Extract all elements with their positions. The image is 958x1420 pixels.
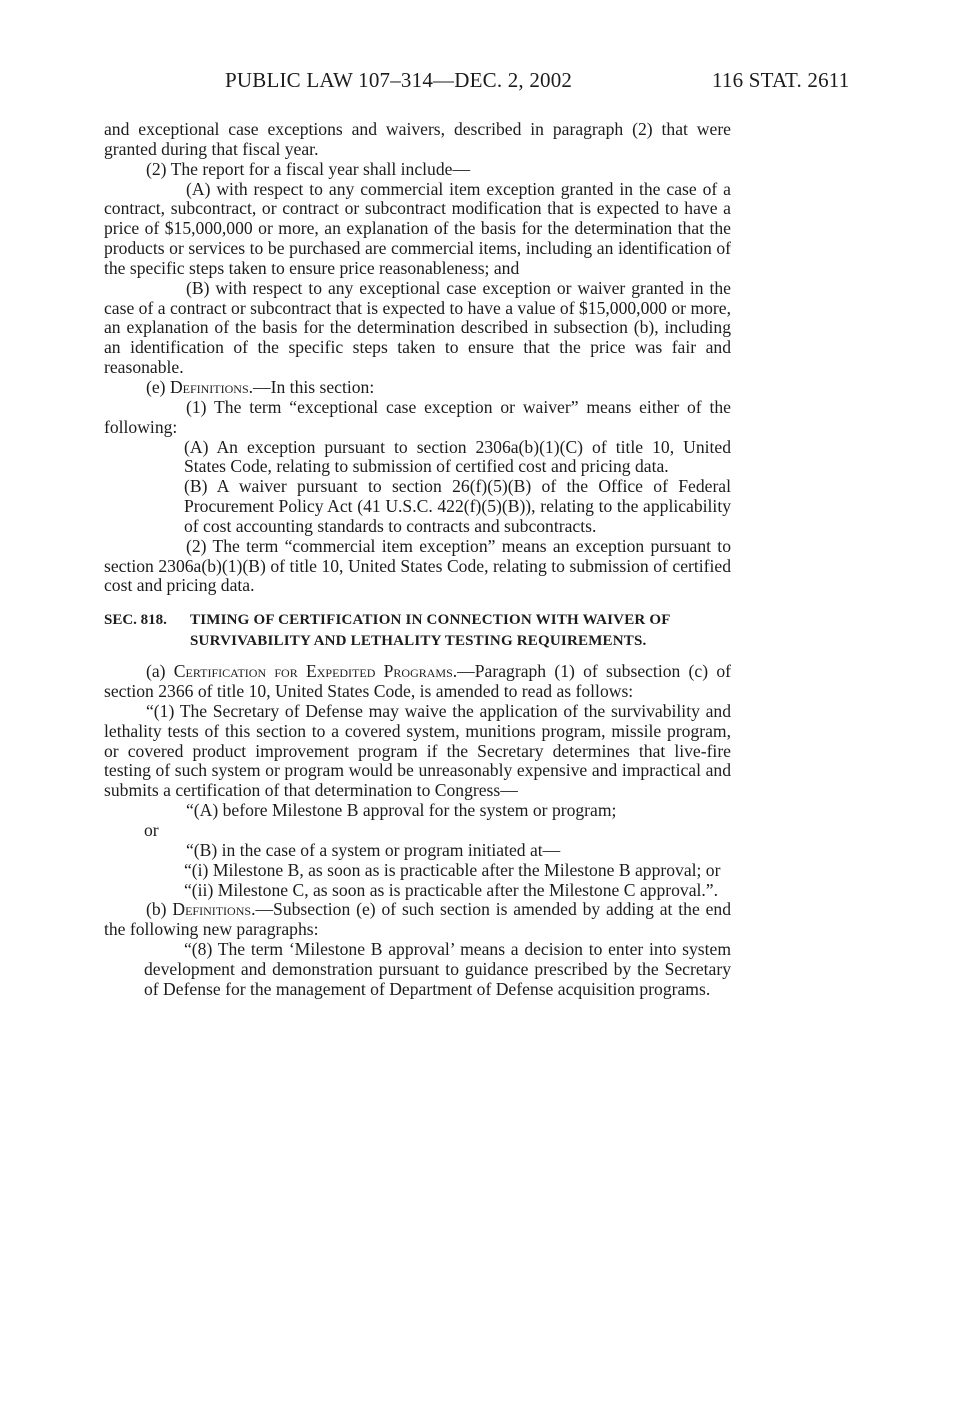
paragraph: (B) with respect to any exceptional case exception or waiver granted in the case of a contract or subcontract that is expected to have a value of $15,000,000 or more, an explanation of the basis for the determination described in subsection (b), including an identification of the specific steps taken to ensure that the price was fair and reasonable. [104, 277, 731, 378]
subsection-text: .—Paragraph (1) of subsection (c) of section 2366 of title 10, United States Code, is amended to read as follows: [104, 661, 731, 702]
paragraph: and exceptional case exceptions and waivers, described in paragraph (2) that were granted during that fiscal year. [104, 119, 731, 159]
paragraph: (A) with respect to any commercial item exception granted in the case of a contract, subcontract, or contract or subcontract modification that is expected to have a price of $15,000,000 or more, an explanation of the basis for the determination that the products or services to be purchased are commercial items, including an identification of the specific steps taken to ensure price reasonableness; and [104, 178, 731, 278]
section-title: TIMING OF CERTIFICATION IN CONNECTION WITH WAIVER OF SURVIVABILITY AND LETHALITY TESTING REQUIREMENTS. [190, 612, 671, 650]
quoted-paragraph: “(ii) Milestone C, as soon as is practicable after the Milestone C approval.”. [184, 879, 719, 900]
paragraph: (A) An exception pursuant to section 2306a(b)(1)(C) of title 10, United States Code, relating to submission of certified cost and pricing data. [184, 436, 731, 477]
subsection-b [104, 900, 731, 940]
subsection-prefix: (a) [146, 661, 174, 682]
running-title: PUBLIC LAW 107–314—DEC. 2, 2002 [225, 68, 573, 92]
quoted-paragraph: “(B) in the case of a system or program initiated at— [186, 839, 561, 860]
quoted-paragraph: “(A) before Milestone B approval for the system or program; [186, 800, 617, 821]
subsection-heading: Certification for Expedited Programs [173, 661, 453, 682]
section-number: SEC. 818. [104, 612, 167, 629]
subsection-prefix: (b) [146, 899, 173, 920]
subsection-heading: Definitions [172, 899, 252, 920]
subsection-a [104, 662, 731, 702]
statute-page-number: 116 STAT. 2611 [712, 68, 850, 92]
paragraph: (2) The term “commercial item exception” means an exception pursuant to section 2306a(b)(1)(B) of title 10, United States Code, relating to submission of certified cost and pricing data. [104, 535, 731, 596]
paragraph: (B) A waiver pursuant to section 26(f)(5)(B) of the Office of Federal Procurement Policy Act (41 U.S.C. 422(f)(5)(B)), relating to the applicability of cost accounting standards to contracts and subcontracts. [184, 476, 731, 536]
conjunction: or [144, 820, 159, 840]
paragraph: (1) The term “exceptional case exception or waiver” means either of the following: [104, 396, 731, 437]
subsection-text: .—In this section: [248, 376, 375, 397]
quoted-paragraph: “(8) The term ‘Milestone B approval’ means a decision to enter into system development and demonstration pursuant to guidance prescribed by the Secretary of Defense for the management of Department of Defense acquisition programs. [144, 939, 731, 999]
subsection-text: .—Subsection (e) of such section is amended by adding at the end the following new paragraphs: [104, 899, 731, 940]
quoted-paragraph: “(1) The Secretary of Defense may waive the application of the survivability and lethality tests of this section to a covered system, munitions program, missile program, or covered product improvement program if the Secretary determines that live-fire testing of such system or program would be unreasonably expensive and impractical and submits a certification of that determination to Congress— [104, 700, 731, 801]
subsection-prefix: (e) [146, 376, 170, 397]
paragraph: (2) The report for a fiscal year shall include— [146, 158, 471, 179]
body-text [104, 120, 731, 1000]
quoted-paragraph: “(i) Milestone B, as soon as is practicable after the Milestone B approval; or [184, 859, 721, 880]
section-heading [104, 610, 731, 652]
page-header [0, 68, 958, 98]
subsection-heading: Definitions [169, 376, 249, 397]
subsection-e [104, 378, 731, 398]
